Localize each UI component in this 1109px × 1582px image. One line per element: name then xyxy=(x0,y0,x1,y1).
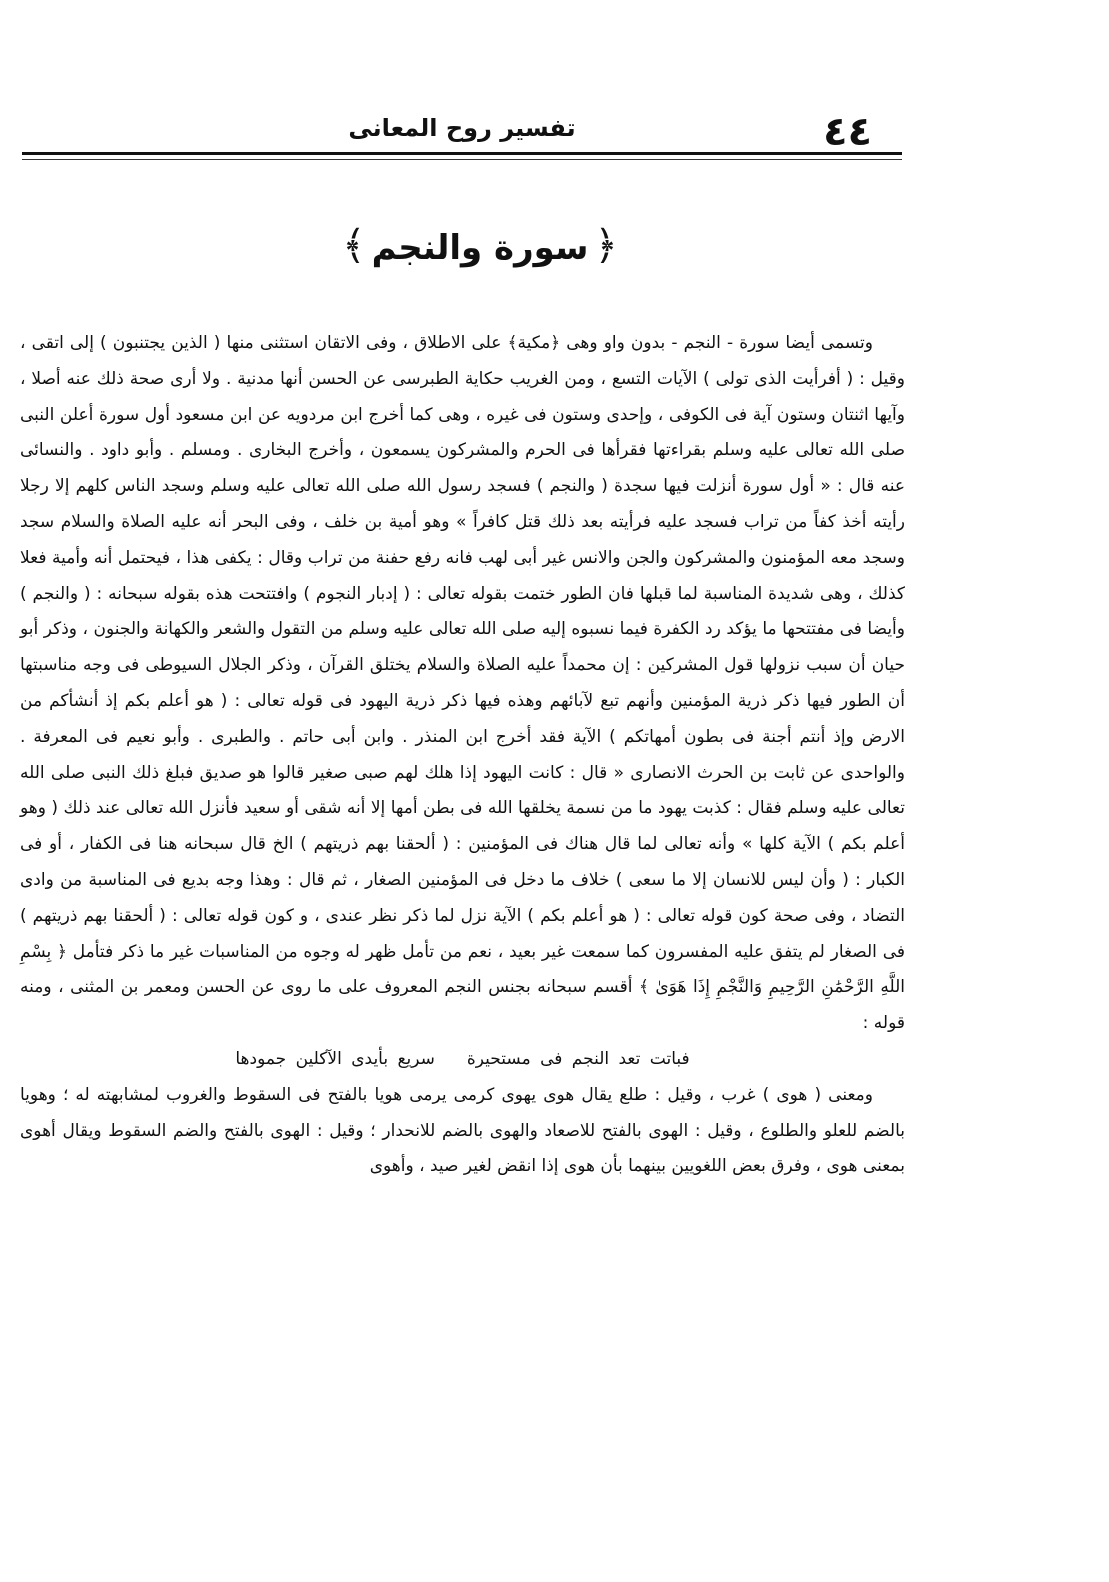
body-text xyxy=(20,326,905,1185)
ornamental-bracket-left-icon: ﴾ xyxy=(342,223,366,269)
verse-hemistich: فباتت تعد النجم فى مستحيرة xyxy=(466,1048,690,1069)
running-title: تفسير روح المعانى xyxy=(348,114,576,142)
header-rule-thin xyxy=(22,159,902,160)
page-number: ٤٤ xyxy=(823,109,872,155)
page-header xyxy=(22,108,902,156)
surah-title: سورة والنجم xyxy=(371,228,589,268)
ornamental-bracket-right-icon: ﴿ xyxy=(594,223,618,269)
paragraph: ومعنى ( هوى ) غرب ، وقيل : طلع يقال هوى يهوى كرمى يرمى هويا بالفتح فى السقوط والغروب لمشابهته له ؛ وهويا بالضم للعلو والطلوع ، وقيل : الهوى بالفتح للاصعاد والهوى بالضم للانحدار ؛ وقيل : الهوى بالفتح والضم السقوط ويقال أهوى بمعنى هوى ، وفرق بعض اللغويين بينهما بأن هوى إذا انقض لغير صيد ، وأهوى xyxy=(20,1084,905,1177)
header-rule xyxy=(22,152,902,155)
surah-heading xyxy=(0,218,960,276)
verse-hemistich: سريع بأيدى الآكلين جمودها xyxy=(235,1048,435,1069)
poetry-verse xyxy=(20,1042,905,1078)
paragraph: وتسمى أيضا سورة - النجم - بدون واو وهى ﴿مكية﴾ على الاطلاق ، وفى الاتقان استثنى منها ( الذين يجتنبون ) إلى اتقى ، وقيل : ( أفرأيت الذى تولى ) الآيات التسع ، ومن الغريب حكاية الطبرسى عن الحسن أنها مدنية . ولا أرى صحة ذلك عنه أصلا ، وآيها اثنتان وستون آية فى الكوفى ، وإحدى وستون فى غيره ، وهى كما أخرج ابن مردويه عن ابن مسعود أول سورة أعلن النبى صلى الله تعالى عليه وسلم بقراءتها فقرأها فى الحرم والمشركون يسمعون ، وأخرج البخارى . ومسلم . وأبو داود . والنسائى عنه قال : « أول سورة أنزلت فيها سجدة ( والنجم ) فسجد رسول الله صلى الله تعالى عليه وسلم وسجد الناس كلهم إلا رجلا رأيته أخذ كفاً من تراب فسجد عليه فرأيته بعد ذلك قتل كافراً » وهو أمية بن خلف ، وفى البحر أنه عليه الصلاة والسلام سجد وسجد معه المؤمنون والمشركون والجن والانس غير أبى لهب فانه رفع حفنة من تراب وقال : يكفى هذا ، فيحتمل أنه وأمية فعلا كذلك ، وهى شديدة المناسبة لما قبلها فان الطور ختمت بقوله تعالى : ( إدبار النجوم ) وافتتحت هذه بقوله سبحانه : ( والنجم ) وأيضا فى مفتتحها ما يؤكد رد الكفرة فيما نسبوه إليه صلى الله تعالى عليه وسلم من التقول والشعر والكهانة والجنون ، وذكر أبو حيان أن سبب نزولها قول المشركين : إن محمداً عليه الصلاة والسلام يختلق القرآن ، وذكر الجلال السيوطى فى وجه مناسبتها أن الطور فيها ذكر ذرية المؤمنين وأنهم تبع لآبائهم وهذه فيها ذكر ذرية اليهود فى قوله تعالى : ( هو أعلم بكم إذ أنشأكم من الارض وإذ أنتم أجنة فى بطون أمهاتكم ) الآية فقد أخرج ابن المنذر . وابن أبى حاتم . والطبرى . وأبو نعيم فى المعرفة . والواحدى عن ثابت بن الحرث الانصارى « قال : كانت اليهود إذا هلك لهم صبى صغير قالوا هو صديق فبلغ ذلك النبى صلى الله تعالى عليه وسلم فقال : كذبت يهود ما من نسمة يخلقها الله فى بطن أمها إلا أنه شقى أو سعيد فأنزل الله تعالى عند ذلك ( وهو أعلم بكم ) الآية كلها » وأنه تعالى لما قال هناك فى المؤمنين : ( ألحقنا بهم ذريتهم ) الخ قال سبحانه هنا فى الكفار ، أو فى الكبار : ( وأن ليس للانسان إلا ما سعى ) خلاف ما دخل فى المؤمنين الصغار ، ثم قال : وهذا وجه بديع فى المناسبة من وادى التضاد ، وفى صحة كون قوله تعالى : ( هو أعلم بكم ) الآية نزل لما ذكر نظر عندى ، و كون قوله تعالى : ( ألحقنا بهم ذريتهم ) فى الصغار لم يتفق عليه المفسرون كما سمعت غير بعيد ، نعم من تأمل ظهر له وجوه من المناسبات غير ما ذكر فتأمل ﴿ بِسْمِ اللَّهِ الرَّحْمَٰنِ الرَّحِيمِ وَالنَّجْمِ إِذَا هَوَىٰ ﴾ أقسم سبحانه بجنس النجم المعروف على ما روى عن الحسن ومعمر بن المثنى ، ومنه قوله : xyxy=(20,333,905,1034)
